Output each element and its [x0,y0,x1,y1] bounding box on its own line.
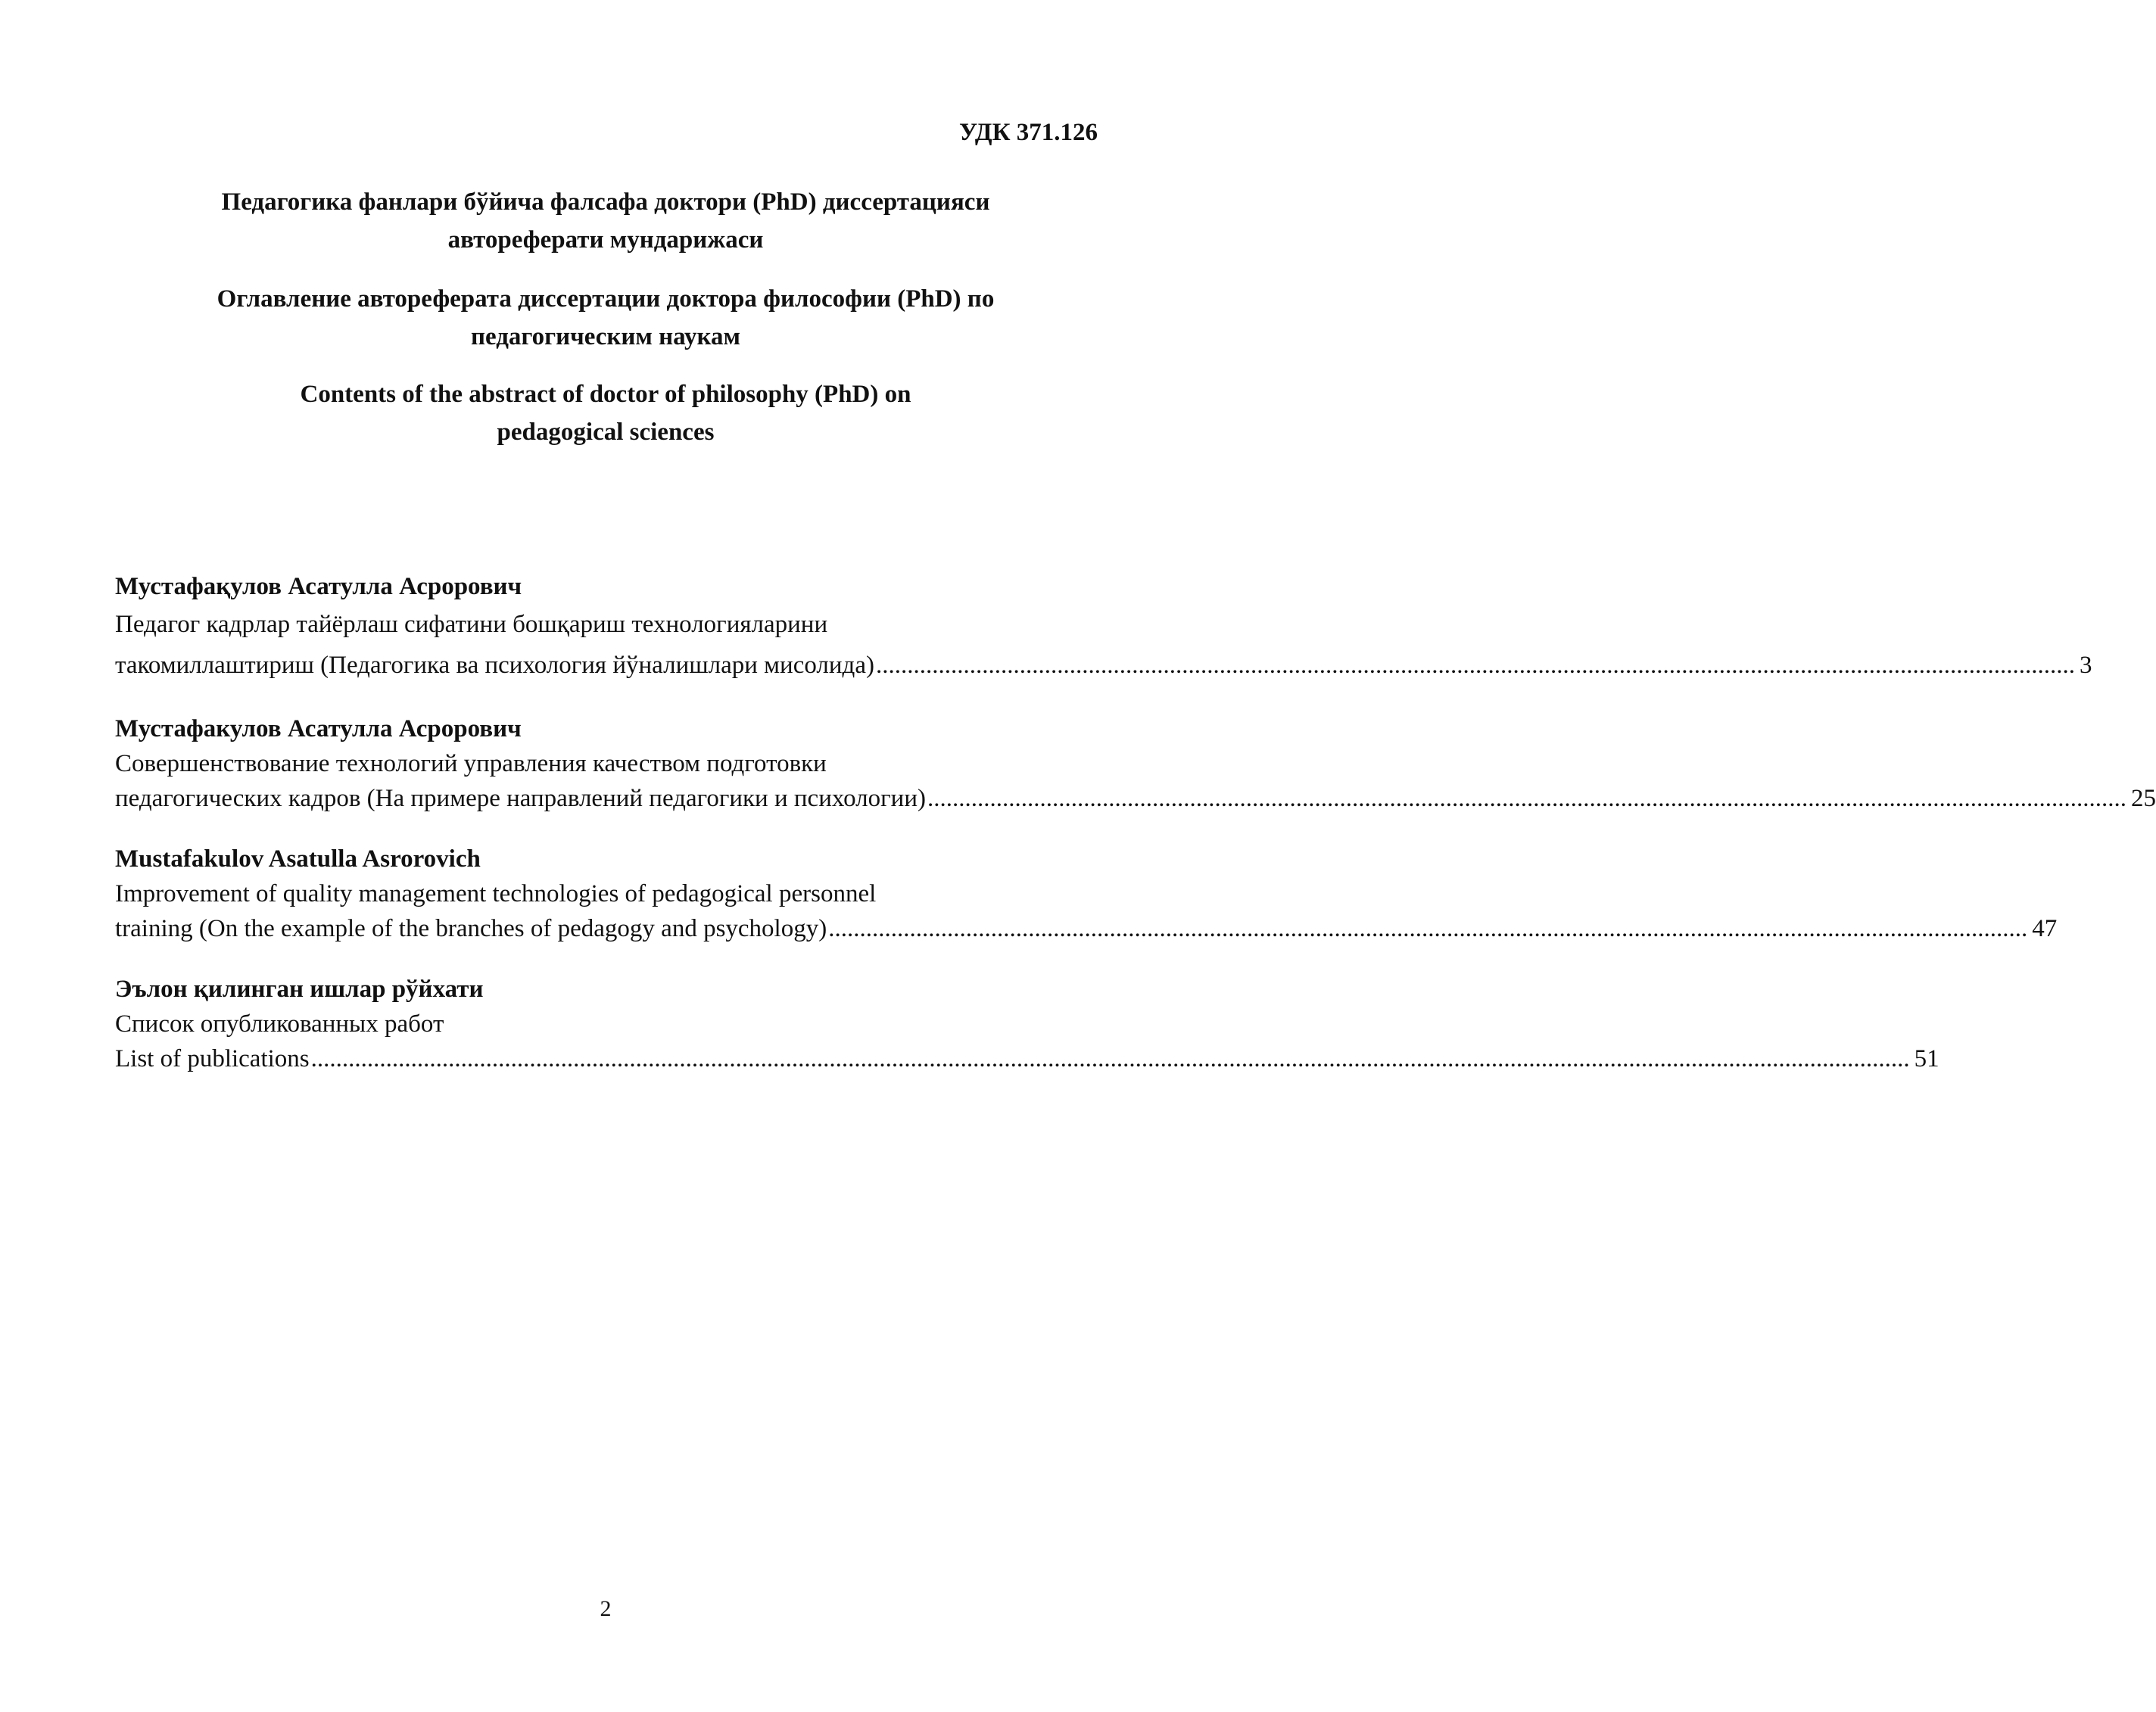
contents-heading-uzbek [114,183,1098,259]
toc-entry-author: Mustafakulov Asatulla Asrorovich [115,845,481,873]
toc-entry[interactable] [115,711,2156,816]
toc-entry-author: Эълон қилинган ишлар рўйхати [115,976,484,1003]
toc-entry[interactable] [115,972,1939,1076]
heading-line: Оглавление автореферата диссертации доктора философии (PhD) по [217,285,995,313]
toc-entry-title-line: педагогических кадров (На примере направлений педагогики и психологии) [115,785,926,812]
toc-entry[interactable] [115,842,2058,946]
dot-leader: ................................................................................................................................................................................................................................................................ [310,1045,1910,1072]
page-number: 2 [600,1596,612,1621]
toc-entry-title-line: такомиллаштириш (Педагогика ва психология йўналишлари мисолида) [115,652,874,679]
toc-entry-author: Мустафакулов Асатулла Асрорович [115,715,522,742]
toc-page-number: 51 [1914,1045,1939,1072]
udc-code: УДК 371.126 [958,119,1098,146]
toc-entry-leader-line [115,781,2156,816]
toc-entry-title-line: List of publications [115,1045,310,1072]
heading-line: педагогическим наукам [471,323,740,350]
toc-page-number: 3 [2080,652,2092,679]
toc-page-number: 25 [2130,785,2156,812]
heading-line: Педагогика фанлари бўйича фалсафа доктори (PhD) диссертацияси [221,188,990,216]
table-of-contents [115,569,2156,1102]
toc-entry-title-line: training (On the example of the branches of pedagogy and psychology) [115,915,827,942]
dot-leader: ................................................................................................................................................................................................ [927,785,2126,812]
heading-line: Contents of the abstract of doctor of philosophy (PhD) on [300,381,911,408]
toc-entry-title-line: Педагог кадрлар тайёрлаш сифатини бошқариш технологияларини [115,611,828,638]
dot-leader: ................................................................................................................................................................................................ [828,915,2028,942]
toc-entry-leader-line [115,1041,1939,1076]
dot-leader: ................................................................................................................................................................................................ [876,652,2075,679]
contents-heading-english [114,375,1098,451]
toc-page-number: 47 [2032,915,2058,942]
toc-entry-leader-line [115,911,2058,946]
contents-heading-russian [114,280,1098,356]
toc-entry-author: Мустафақулов Асатулла Асрорович [115,573,522,600]
heading-line: автореферати мундарижаси [447,226,764,254]
toc-entry-leader-line [115,645,2092,686]
toc-entry-title-line: Список опубликованных работ [115,1010,444,1038]
heading-line: pedagogical sciences [497,419,715,446]
toc-entry-title-line: Improvement of quality management technologies of pedagogical personnel [115,880,877,907]
toc-entry[interactable] [115,569,2092,686]
toc-entry-title-line: Совершенствование технологий управления качеством подготовки [115,750,827,777]
